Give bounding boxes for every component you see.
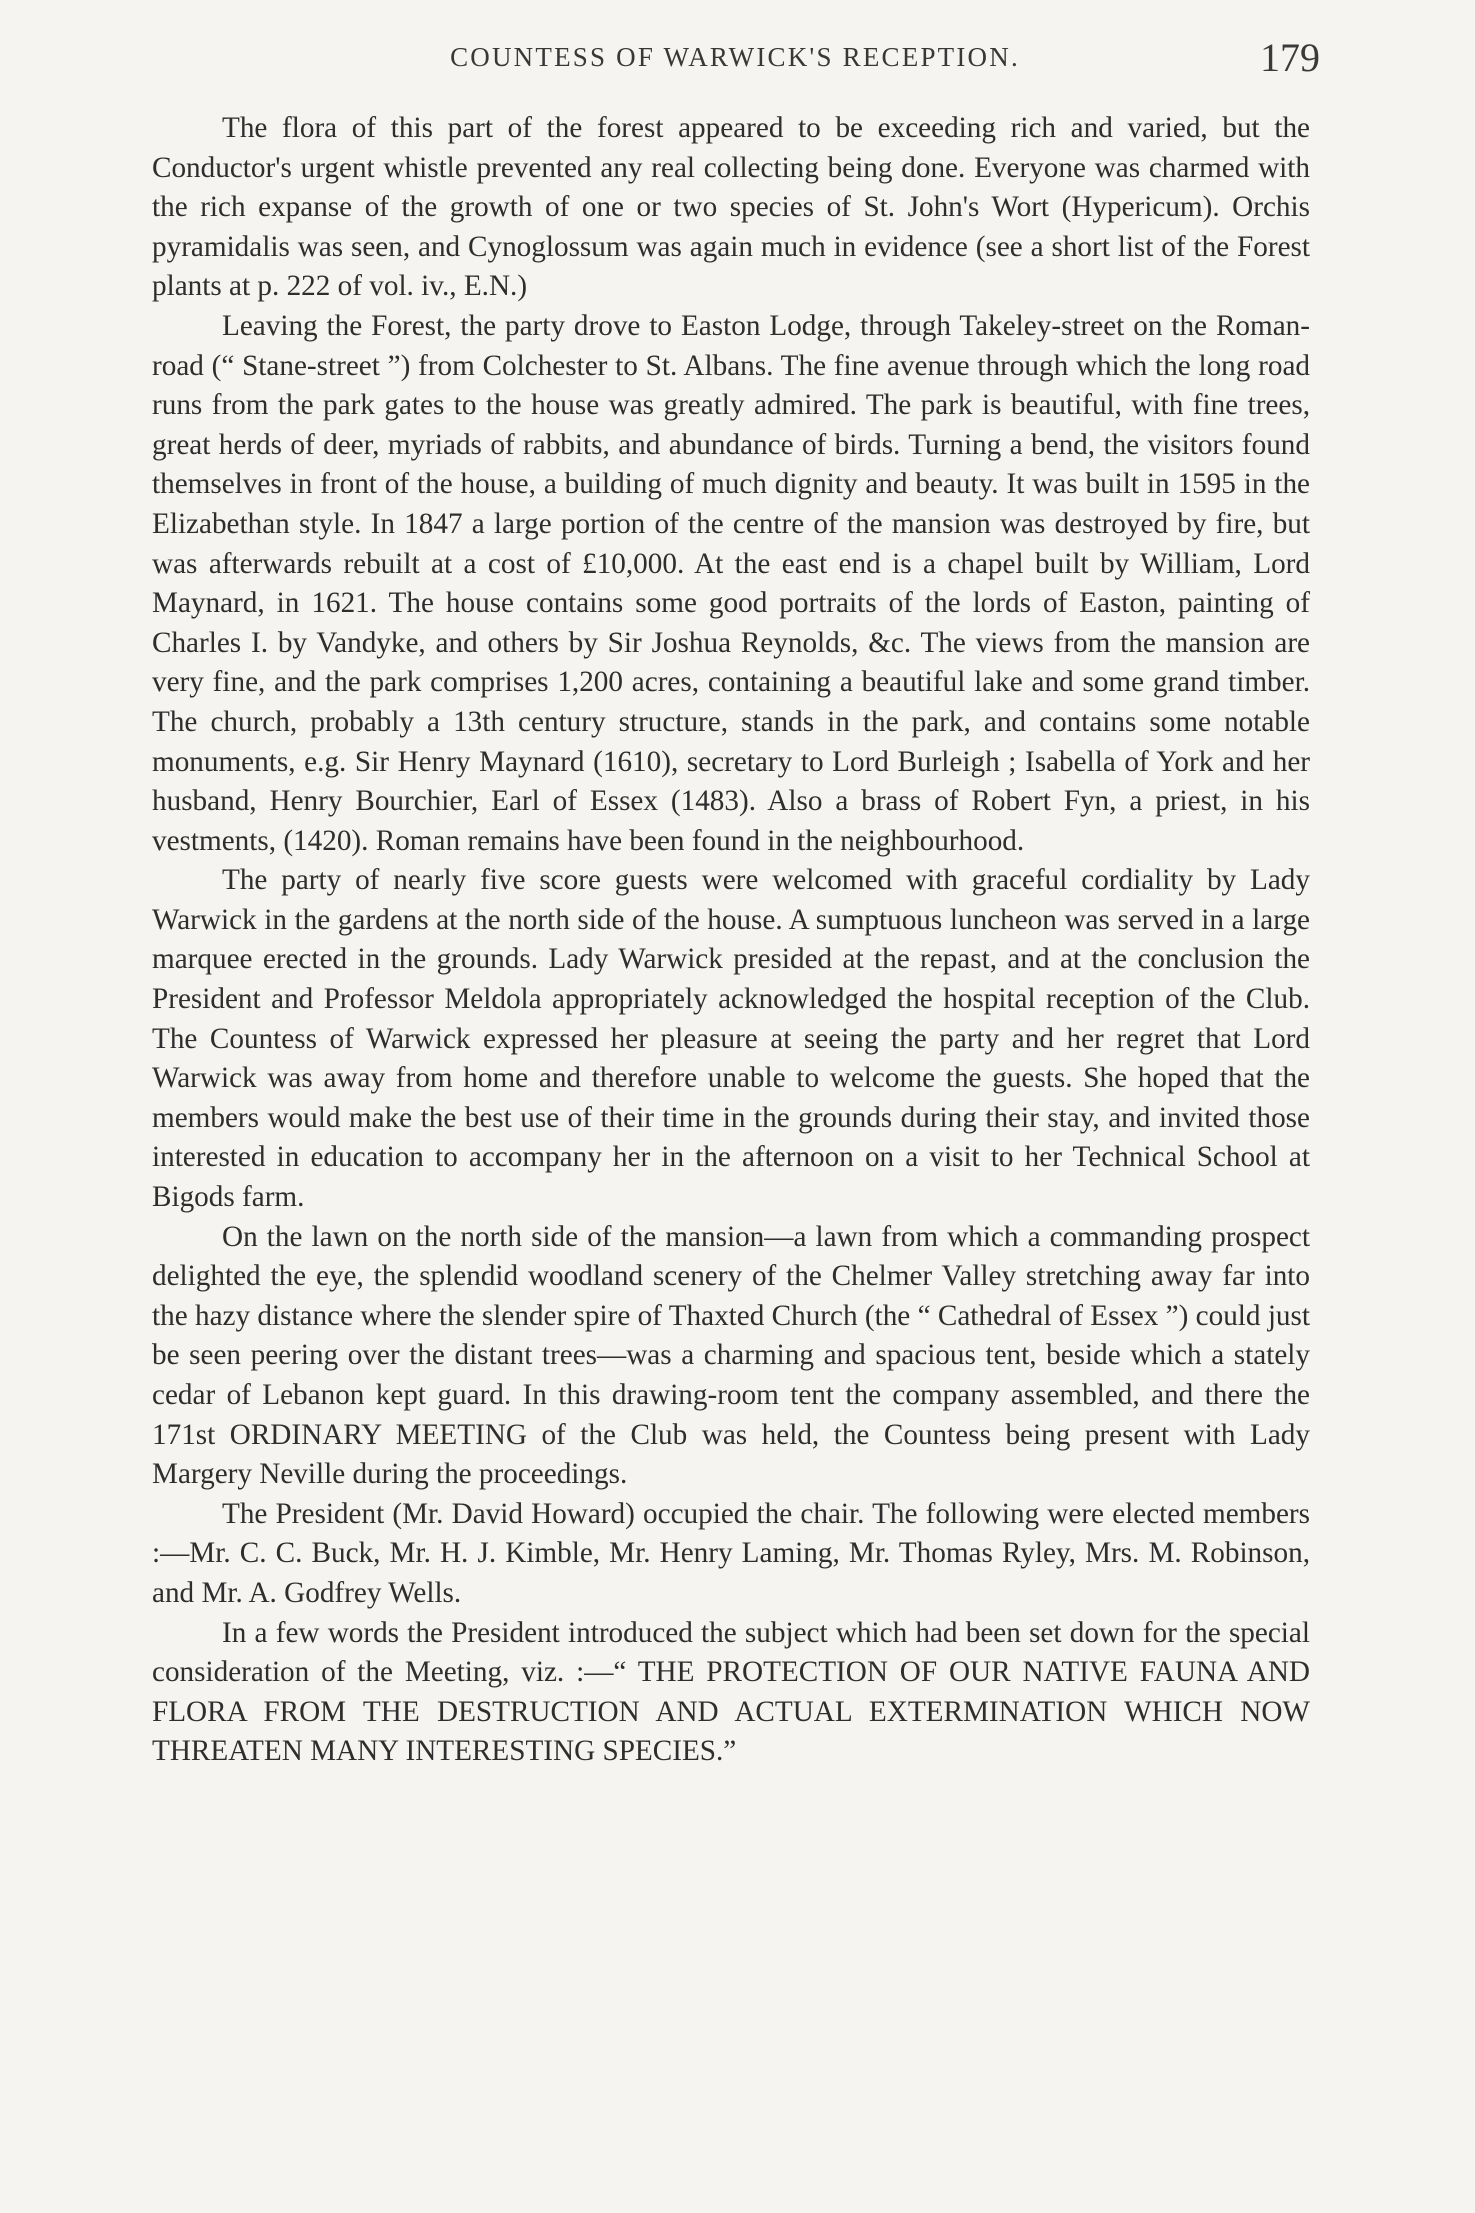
body-text xyxy=(152,109,1310,1772)
paragraph-luncheon: The party of nearly five score guests were welcomed with graceful cordiality by Lady Warwick in the gardens at the north side of the house. A sumptuous luncheon was served in a large marquee erected in the grounds. Lady Warwick presided at the repast, and at the conclusion the President and Professor Meldola appropriately acknowledged the hospital reception of the Club. The Countess of Warwick expressed her pleasure at seeing the party and her regret that Lord Warwick was away from home and therefore unable to welcome the guests. She hoped that the members would make the best use of their time in the grounds during their stay, and invited those interested in education to accompany her in the afternoon on a visit to her Technical School at Bigods farm. xyxy=(152,864,1310,1214)
paragraph-special-subject: In a few words the President introduced the subject which had been set down for the special consideration of the Meeting, viz. :—“ THE PROTECTION OF OUR NATIVE FAUNA AND FLORA FROM THE DESTRUCTION AND ACTUAL EXTERMINATION WHICH NOW THREATEN MANY INTERESTING SPECIES.” xyxy=(152,1616,1310,1768)
running-head xyxy=(150,34,1320,84)
paragraph-lawn-meeting: On the lawn on the north side of the mansion—a lawn from which a commanding prospect delighted the eye, the splendid woodland scenery of the Chelmer Valley stretching away far into the hazy distance where the slender spire of Thaxted Church (the “ Cathedral of Essex ”) could just be seen peering over the distant trees—was a charming and spacious tent, beside which a stately cedar of Lebanon kept guard. In this drawing-room tent the company assembled, and there the 171st ORDINARY MEETING of the Club was held, the Countess being present with Lady Margery Neville during the proceedings. xyxy=(152,1220,1310,1491)
paragraph-elected-members: The President (Mr. David Howard) occupied the chair. The following were elected members :—Mr. C. C. Buck, Mr. H. J. Kimble, Mr. Henry Laming, Mr. Thomas Ryley, Mrs. M. Robinson, and Mr. A. Godfrey Wells. xyxy=(152,1497,1310,1609)
running-title: COUNTESS OF WARWICK'S RECEPTION. xyxy=(450,42,1020,72)
paragraph-flora: The flora of this part of the forest appeared to be exceeding rich and varied, but the Conductor's urgent whistle prevented any real collecting being done. Everyone was charmed with the rich expanse of the growth of one or two species of St. John's Wort (Hypericum). Orchis pyramidalis was seen, and Cynoglossum was again much in evidence (see a short list of the Forest plants at p. 222 of vol. iv., E.N.) xyxy=(152,112,1310,303)
paragraph-easton-lodge: Leaving the Forest, the party drove to Easton Lodge, through Takeley-street on the Roman-road (“ Stane-street ”) from Colchester to St. Albans. The fine avenue through which the long road runs from the park gates to the house was greatly admired. The park is beautiful, with fine trees, great herds of deer, myriads of rabbits, and abundance of birds. Turning a bend, the visitors found themselves in front of the house, a building of much dignity and beauty. It was built in 1595 in the Elizabethan style. In 1847 a large portion of the centre of the mansion was destroyed by fire, but was afterwards rebuilt at a cost of £10,000. At the east end is a chapel built by William, Lord Maynard, in 1621. The house contains some good portraits of the lords of Easton, painting of Charles I. by Vandyke, and others by Sir Joshua Reynolds, &c. The views from the mansion are very fine, and the park comprises 1,200 acres, containing a beautiful lake and some grand timber. The church, probably a 13th century structure, stands in the park, and contains some notable monuments, e.g. Sir Henry Maynard (1610), secretary to Lord Burleigh ; Isabella of York and her husband, Henry Bourchier, Earl of Essex (1483). Also a brass of Robert Fyn, a priest, in his vestments, (1420). Roman remains have been found in the neighbourhood. xyxy=(152,309,1310,857)
page-number: 179 xyxy=(1260,35,1320,80)
